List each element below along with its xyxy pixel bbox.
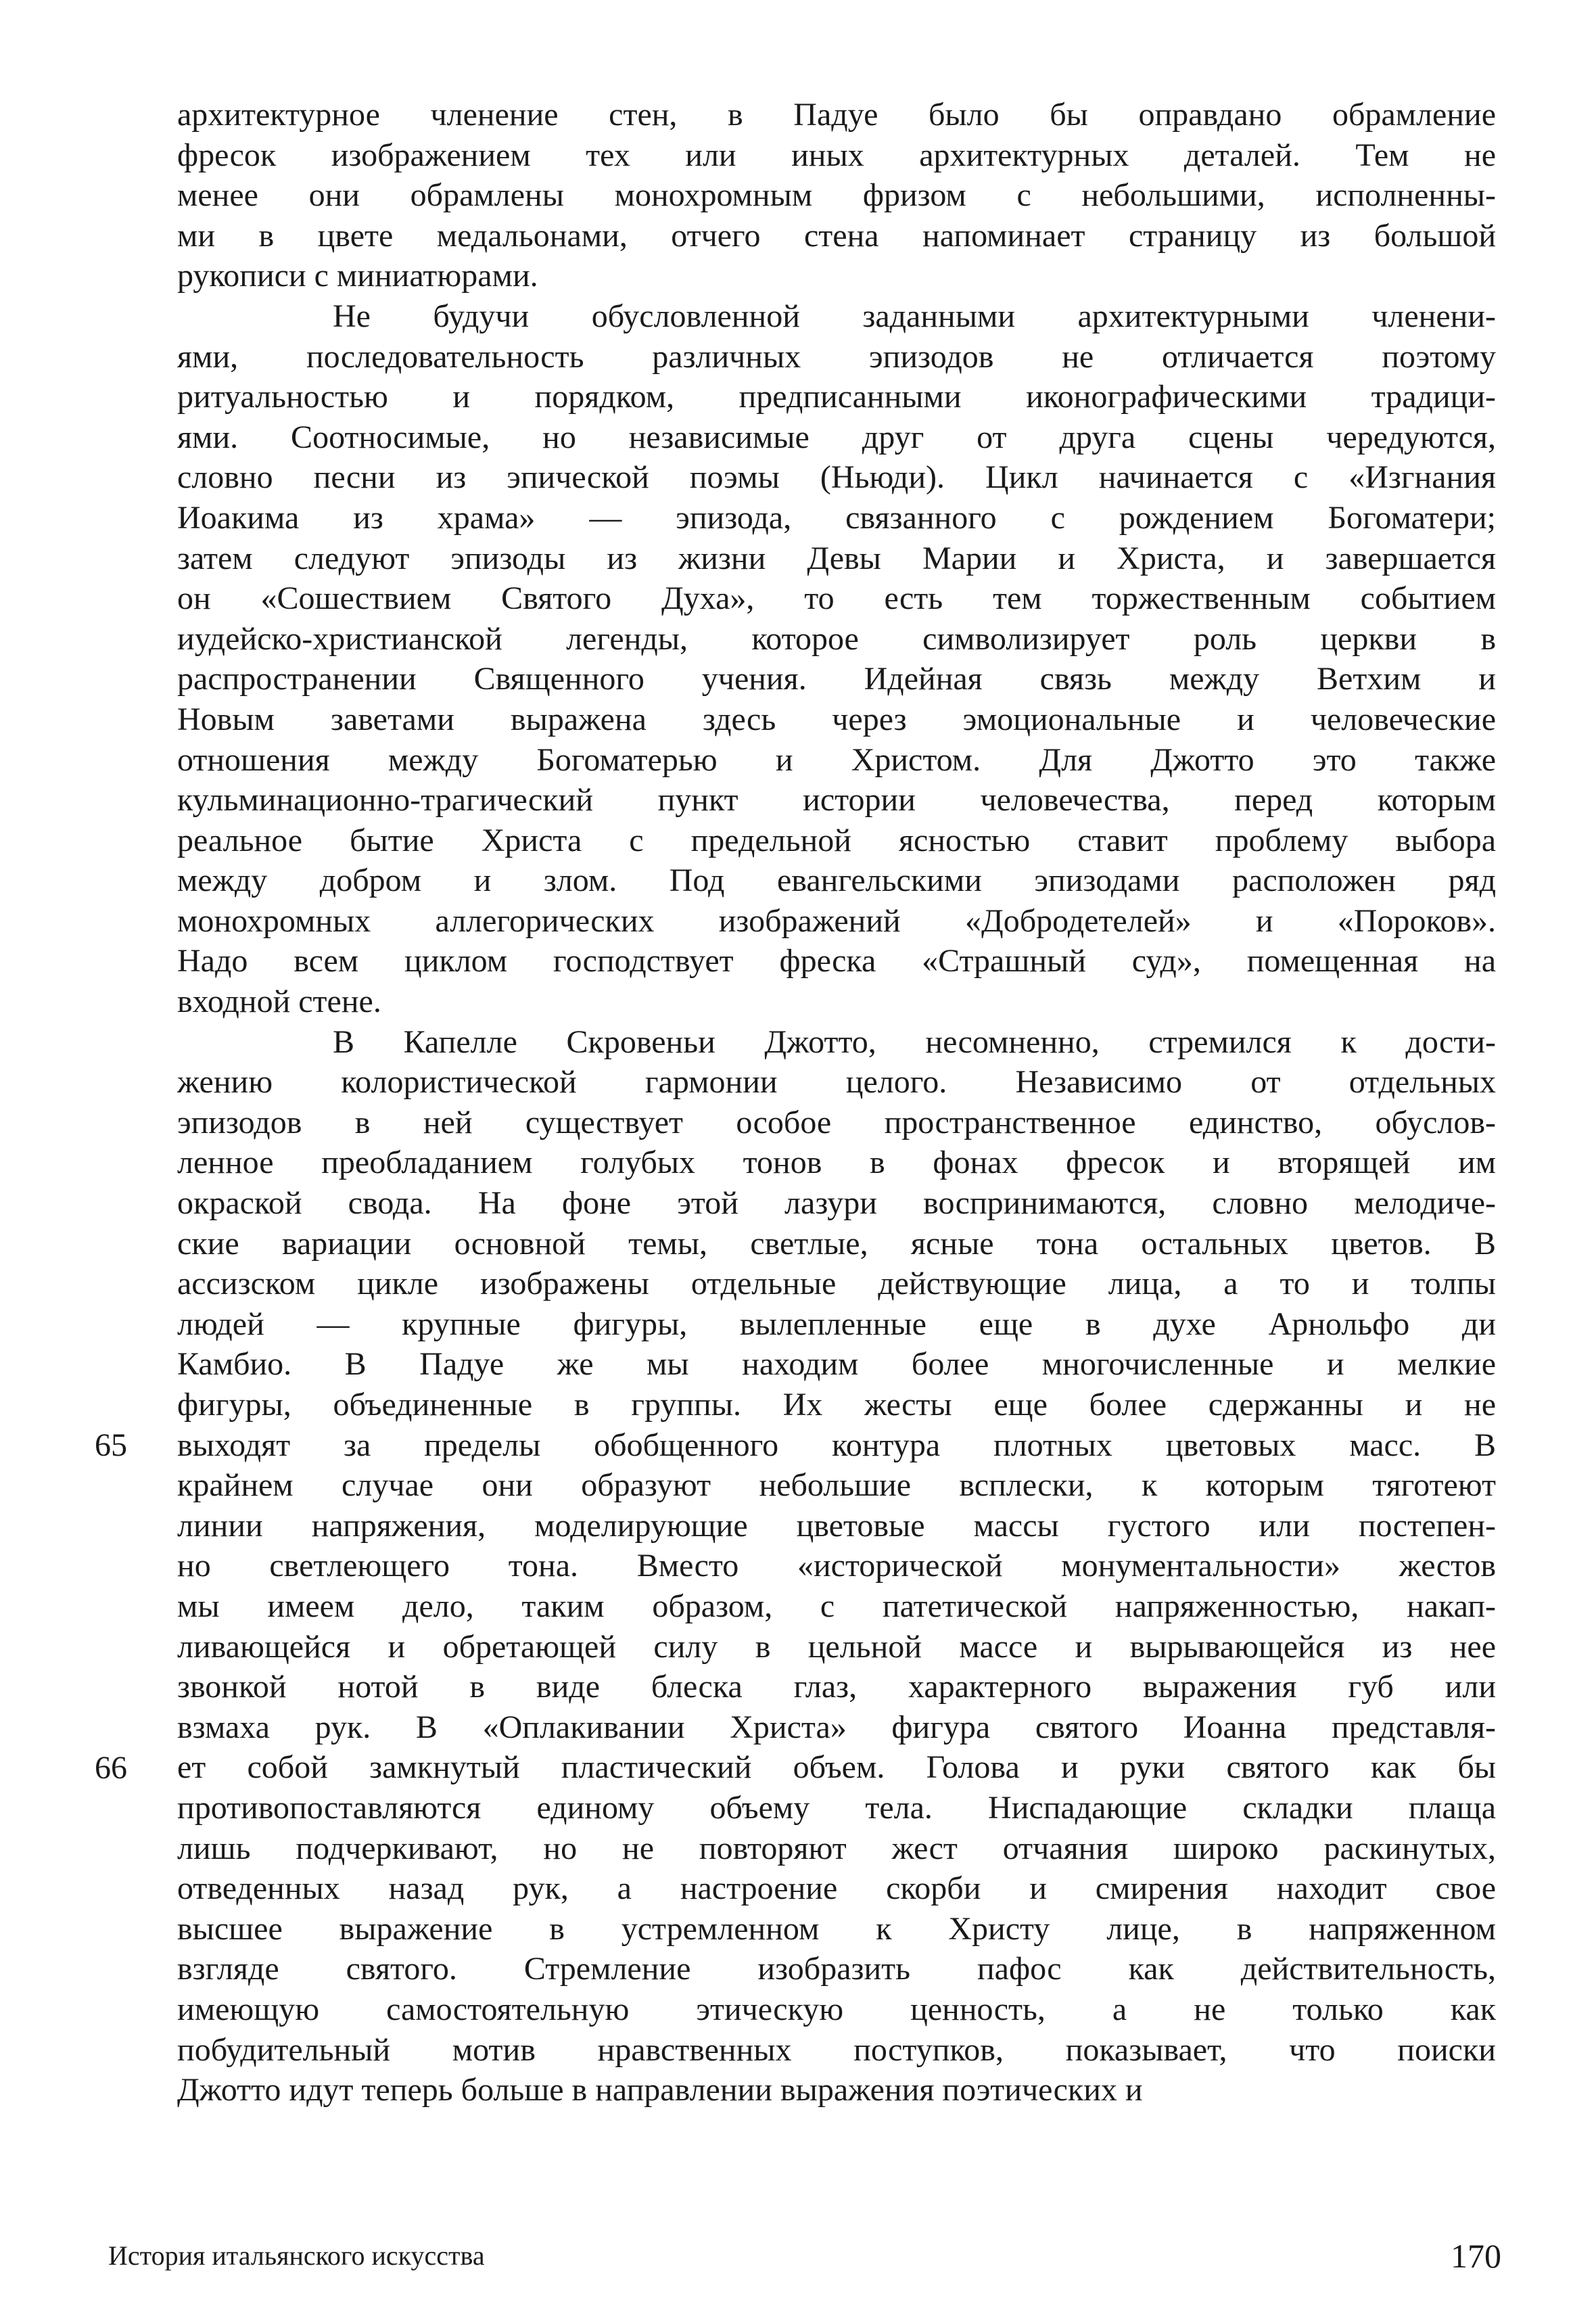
text-line: Камбио. В Падуе же мы находим более многочисленные и мелкие	[177, 1346, 1496, 1383]
text-line: высшее выражение в устремленном к Христу лице, в напряженном	[177, 1910, 1496, 1947]
text-line: ями. Соотносимые, но независимые друг от друга сцены чередуются,	[177, 419, 1496, 455]
page-number: 170	[1451, 2237, 1501, 2275]
text-line: лишь подчеркивают, но не повторяют жест отчаяния широко раскинутых,	[177, 1830, 1496, 1866]
text-line: но светлеющего тона. Вместо «исторической монументальности» жестов	[177, 1548, 1496, 1584]
text-line: противопоставляются единому объему тела. Ниспадающие складки плаща	[177, 1789, 1496, 1826]
text-line: окраской свода. На фоне этой лазури воспринимаются, словно мелодиче-	[177, 1185, 1496, 1222]
text-line: Иоакима из храма» — эпизода, связанного с рождением Богоматери;	[177, 499, 1496, 536]
text-line: менее они обрамлены монохромным фризом с небольшими, исполненны-	[177, 177, 1496, 214]
text-line: кульминационно-трагический пункт истории человечества, перед которым	[177, 782, 1496, 818]
text-line: побудительный мотив нравственных поступков, показывает, что поиски	[177, 2031, 1496, 2068]
text-line: Не будучи обусловленной заданными архитектурными членени-	[333, 298, 1496, 334]
text-line: ет собой замкнутый пластический объем. Голова и руки святого как бы	[177, 1749, 1496, 1786]
text-line: входной стене.	[177, 984, 381, 1020]
text-line: выходят за пределы обобщенного контура плотных цветовых масс. В	[177, 1427, 1496, 1463]
text-line: он «Сошествием Святого Духа», то есть тем торжественным событием	[177, 580, 1496, 617]
text-line: между добром и злом. Под евангельскими эпизодами расположен ряд	[177, 862, 1496, 899]
text-line: эпизодов в ней существует особое пространственное единство, обуслов-	[177, 1104, 1496, 1140]
text-line: архитектурное членение стен, в Падуе было бы оправдано обрамление	[177, 97, 1496, 133]
text-line: звонкой нотой в виде блеска глаз, характерного выражения губ или	[177, 1669, 1496, 1705]
text-line: Джотто идут теперь больше в направлении выражения поэтических и	[177, 2072, 1143, 2108]
text-line: взмаха рук. В «Оплакивании Христа» фигура святого Иоанна представля-	[177, 1709, 1496, 1745]
text-line: отведенных назад рук, а настроение скорби и смирения находит свое	[177, 1870, 1496, 1907]
text-line: взгляде святого. Стремление изобразить пафос как действительность,	[177, 1951, 1496, 1987]
text-line: ские вариации основной темы, светлые, ясные тона остальных цветов. В	[177, 1225, 1496, 1262]
running-footer-title: История итальянского искусства	[108, 2240, 485, 2271]
text-line: ями, последовательность различных эпизодов не отличается поэтому	[177, 338, 1496, 375]
text-line: ленное преобладанием голубых тонов в фонах фресок и вторящей им	[177, 1145, 1496, 1181]
text-line: рукописи с миниатюрами.	[177, 258, 538, 294]
text-line: жению колористической гармонии целого. Независимо от отдельных	[177, 1064, 1496, 1101]
text-line: затем следуют эпизоды из жизни Девы Марии и Христа, и завершается	[177, 540, 1496, 576]
text-line: ливающейся и обретающей силу в цельной массе и вырывающейся из нее	[177, 1628, 1496, 1665]
text-line: распространении Священного учения. Идейная связь между Ветхим и	[177, 661, 1496, 697]
text-line: имеющую самостоятельную этическую ценность, а не только как	[177, 1991, 1496, 2027]
text-line: монохромных аллегорических изображений «Добродетелей» и «Пороков».	[177, 902, 1496, 939]
text-line: ритуальностью и порядком, предписанными иконографическими традици-	[177, 379, 1496, 415]
text-line: мы имеем дело, таким образом, с патетической напряженностью, накап-	[177, 1588, 1496, 1624]
text-line: фресок изображением тех или иных архитектурных деталей. Тем не	[177, 137, 1496, 173]
text-line: иудейско-христианской легенды, которое символизирует роль церкви в	[177, 620, 1496, 657]
body-text	[177, 95, 1496, 2110]
text-line: крайнем случае они образуют небольшие всплески, к которым тяготеют	[177, 1467, 1496, 1504]
text-line: словно песни из эпической поэмы (Ньюди). Цикл начинается с «Изгнания	[177, 459, 1496, 496]
text-line: Надо всем циклом господствует фреска «Страшный суд», помещенная на	[177, 943, 1496, 979]
text-line: ми в цвете медальонами, отчего стена напоминает страницу из большой	[177, 217, 1496, 254]
illustration-reference-number: 65	[95, 1427, 127, 1463]
text-line: В Капелле Скровеньи Джотто, несомненно, стремился к дости-	[333, 1023, 1496, 1060]
illustration-reference-number: 66	[95, 1749, 127, 1786]
text-line: Новым заветами выражена здесь через эмоциональные и человеческие	[177, 701, 1496, 737]
text-line: ассизском цикле изображены отдельные действующие лица, а то и толпы	[177, 1266, 1496, 1302]
text-line: людей — крупные фигуры, вылепленные еще в духе Арнольфо ди	[177, 1306, 1496, 1342]
text-line: линии напряжения, моделирующие цветовые массы густого или постепен-	[177, 1507, 1496, 1544]
text-line: отношения между Богоматерью и Христом. Для Джотто это также	[177, 741, 1496, 778]
text-line: реальное бытие Христа с предельной ясностью ставит проблему выбора	[177, 822, 1496, 858]
text-line: фигуры, объединенные в группы. Их жесты еще более сдержанны и не	[177, 1387, 1496, 1423]
